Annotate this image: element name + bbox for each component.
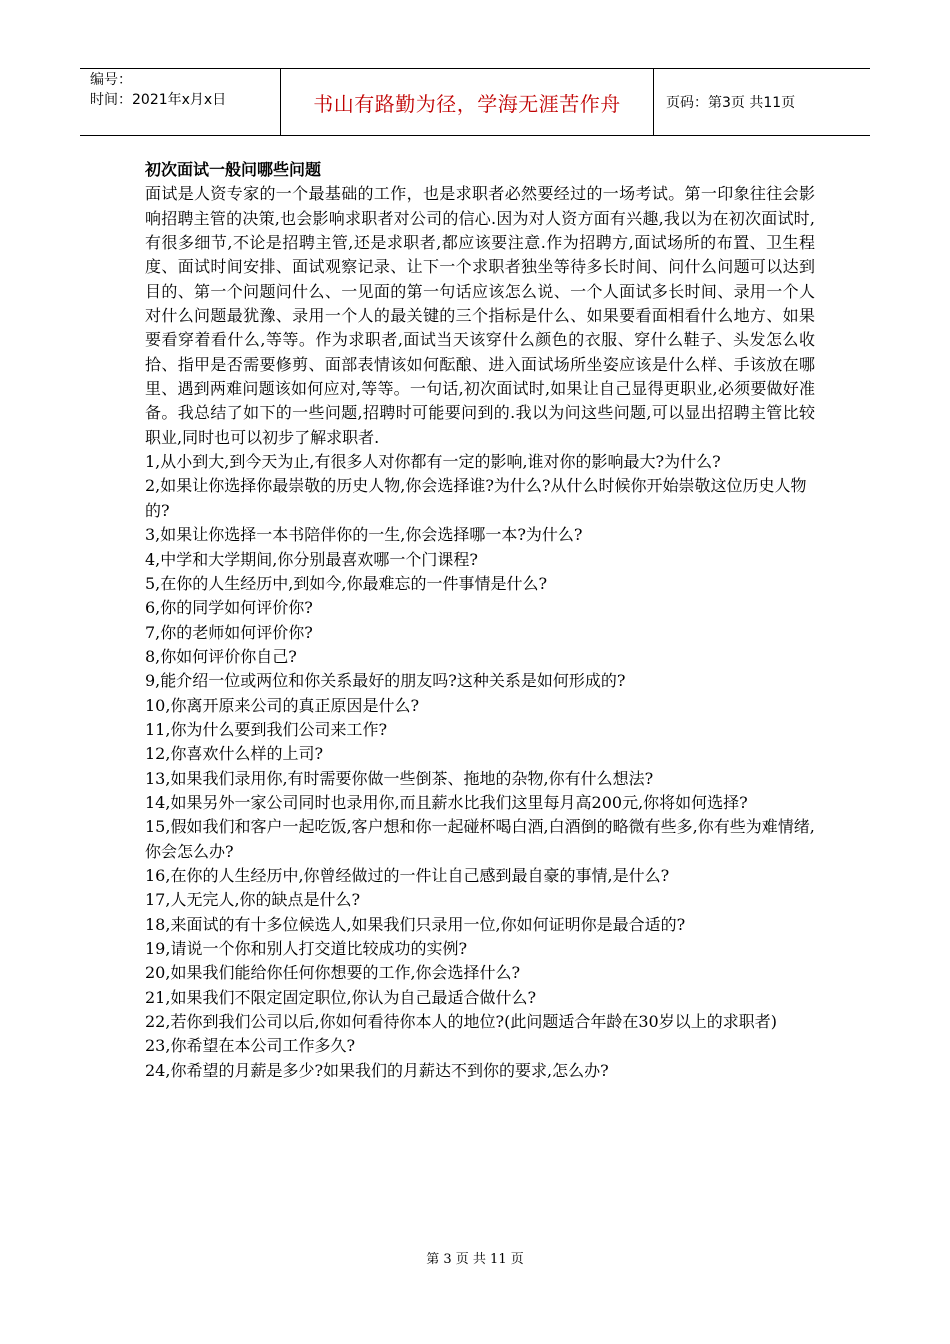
page-footer: [0, 1248, 950, 1267]
question-item: 17,人无完人,你的缺点是什么?: [145, 890, 361, 910]
document-number-label: 编号：: [90, 72, 132, 88]
question-item: 14,如果另外一家公司同时也录用你,而且薪水比我们这里每月高200元,你将如何选择?: [145, 792, 748, 812]
question-item: 22,若你到我们公司以后,你如何看待你本人的地位?(此问题适合年龄在30岁以上的求职者): [145, 1012, 777, 1032]
question-item: 10,你离开原来公司的真正原因是什么?: [145, 695, 420, 715]
question-item: 4,中学和大学期间,你分别最喜欢哪一个门课程?: [145, 549, 478, 569]
question-item: 21,如果我们不限定固定职位,你认为自己最适合做什么?: [145, 987, 537, 1007]
question-item: 3,如果让你选择一本书陪伴你的一生,你会选择哪一本?为什么?: [145, 525, 583, 545]
footer-page-number: 第 3 页 共 11 页: [426, 1252, 524, 1267]
question-item: 13,如果我们录用你,有时需要你做一些倒茶、拖地的杂物,你有什么想法?: [145, 768, 654, 788]
question-item: 8,你如何评价你自己?: [145, 646, 297, 666]
question-item: 9,能介绍一位或两位和你关系最好的朋友吗?这种关系是如何形成的?: [145, 671, 626, 691]
question-item: 12,你喜欢什么样的上司?: [145, 744, 324, 764]
question-item: 2,如果让你选择你最崇敬的历史人物,你会选择谁?为什么?从什么时候你开始崇敬这位历史人物的?: [145, 476, 807, 520]
question-item: 23,你希望在本公司工作多久?: [145, 1036, 356, 1056]
question-list: [145, 450, 815, 1083]
document-body: [145, 158, 815, 1083]
page-header: [80, 68, 870, 136]
header-page-number: 页码：第3页 共11页: [666, 95, 796, 111]
header-meta: [80, 69, 281, 135]
question-item: 20,如果我们能给你任何你想要的工作,你会选择什么?: [145, 963, 521, 983]
question-item: 11,你为什么要到我们公司来工作?: [145, 719, 388, 739]
question-item: 19,请说一个你和别人打交道比较成功的实例?: [145, 939, 468, 958]
question-item: 16,在你的人生经历中,你曾经做过的一件让自己感到最自豪的事情,是什么?: [145, 865, 670, 885]
question-item: 7,你的老师如何评价你?: [145, 622, 313, 642]
question-item: 6,你的同学如何评价你?: [145, 598, 313, 618]
question-item: 5,在你的人生经历中,到如今,你最难忘的一件事情是什么?: [145, 573, 548, 593]
intro-paragraph: 面试是人资专家的一个最基础的工作，也是求职者必然要经过的一场考试。第一印象往往会影响招聘主管的决策,也会影响求职者对公司的信心.因为对人资方面有兴趣,我以为在初次面试时,有很多细节,不论是招聘主管,还是求职者,都应该要注意.作为招聘方,面试场所的布置、卫生程度、面试时间安排、面试观察记录、让下一个求职者独坐等待多长时间、问什么问题可以达到目的、第一个问题问什么、一见面的第一句话应该怎么说、一个人面试多长时间、录用一个人对什么问题最犹豫、录用一个人的最关键的三个指标是什么、如果要看面相看什么地方、如果要看穿着看什么,等等。作为求职者,面试当天该穿什么颜色的衣服、穿什么鞋子、头发怎么收拾、指甲是否需要修剪、面部表情该如何酝酿、进入面试场所坐姿应该是什么样、手该放在哪里、遇到两难问题该如何应对,等等。一句话,初次面试时,如果让自己显得更职业,必须要做好准备。我总结了如下的一些问题,招聘时可能要问到的.我以为问这些问题,可以显出招聘主管比较职业,同时也可以初步了解求职者.: [145, 184, 815, 447]
question-item: 15,假如我们和客户一起吃饭,客户想和你一起碰杯喝白酒,白酒倒的略微有些多,你有些为难情绪,你会怎么办?: [145, 817, 815, 861]
document-title: 初次面试一般问哪些问题: [145, 160, 322, 179]
question-item: 1,从小到大,到今天为止,有很多人对你都有一定的影响,谁对你的影响最大?为什么?: [145, 452, 721, 472]
question-item: 24,你希望的月薪是多少?如果我们的月薪达不到你的要求,怎么办?: [145, 1060, 609, 1080]
document-date-label: 时间：2021年x月x日: [90, 92, 227, 108]
question-item: 18,来面试的有十多位候选人,如果我们只录用一位,你如何证明你是最合适的?: [145, 914, 686, 934]
header-motto: 书山有路勤为径，学海无涯苦作舟: [281, 69, 654, 135]
